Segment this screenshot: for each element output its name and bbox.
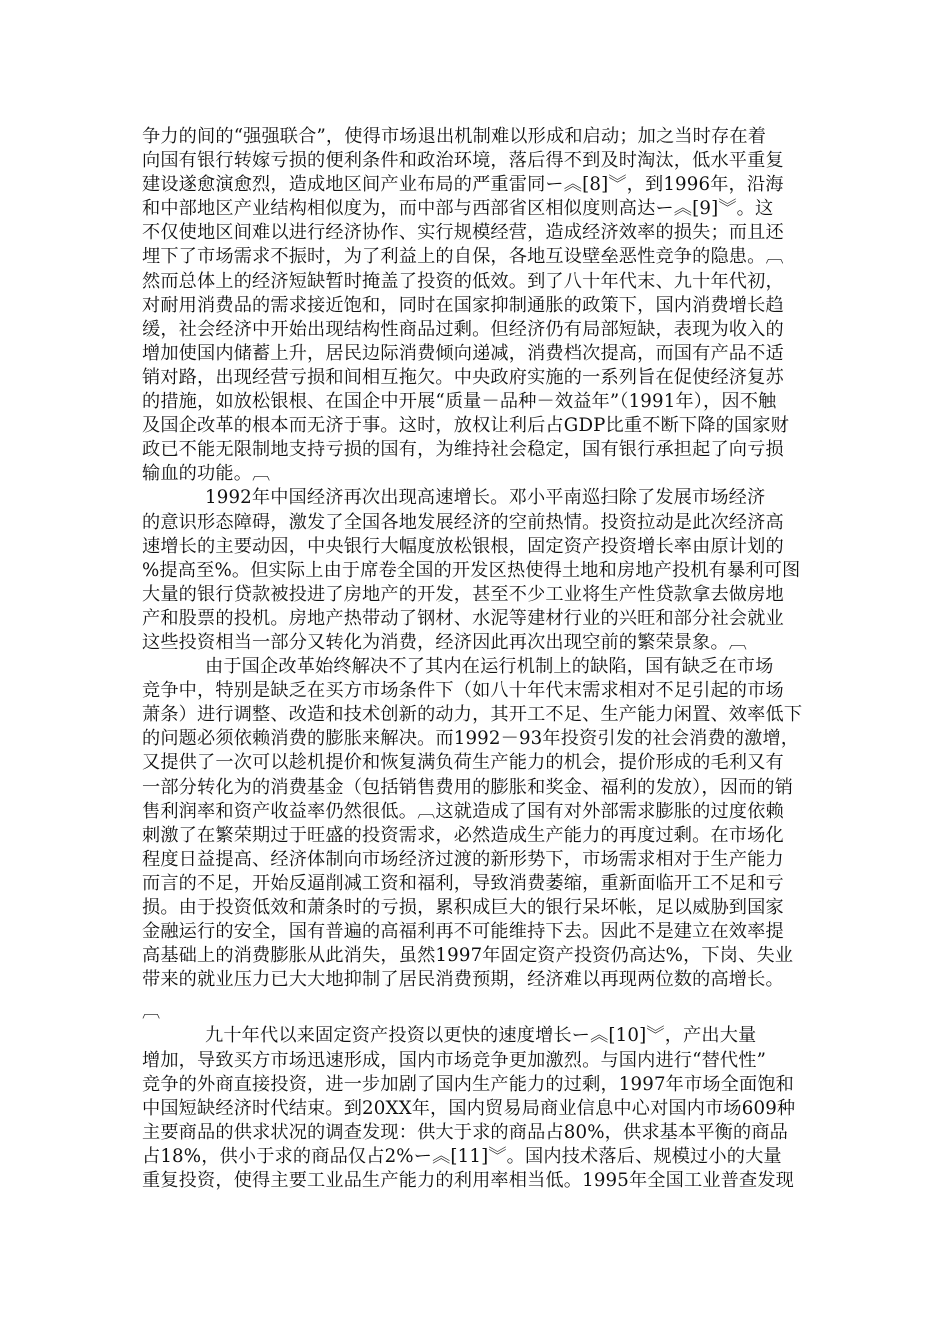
text-line: %提高至%。但实际上由于席卷全国的开发区热使得土地和房地产投机有暴利可图 [142, 559, 801, 581]
text-line: 中国短缺经济时代结束。到20XX年，国内贸易局商业信息中心对国内市场609种 [142, 1097, 796, 1119]
text-line: 由于国企改革始终解决不了其内在运行机制上的缺陷，国有缺乏在市场 [205, 656, 774, 678]
text-line: 刺激了在繁荣期过于旺盛的投资需求，必然造成生产能力的再度过剩。在市场化 [142, 824, 784, 846]
text-line: 金融运行的安全，国有普遍的高福利再不可能维持下去。因此不是建立在效率提 [142, 921, 784, 943]
text-line: 1992年中国经济再次出现高速增长。邓小平南巡扫除了发展市场经济 [205, 487, 766, 509]
text-line: 九十年代以来固定资产投资以更快的速度增长ー︽[10]︾，产出大量 [205, 1025, 757, 1047]
text-line: 向国有银行转嫁亏损的便利条件和政治环境，落后得不到及时淘汰，低水平重复 [142, 150, 784, 172]
text-line: 一部分转化为的消费基金（包括销售费用的膨胀和奖金、福利的发放），因而的销 [142, 776, 794, 798]
text-line: 而言的不足，开始反逼削减工资和福利，导致消费萎缩，重新面临开工不足和亏 [142, 872, 784, 894]
text-line: 增加，导致买方市场迅速形成，国内市场竞争更加激烈。与国内进行“替代性” [142, 1049, 767, 1071]
text-line: 和中部地区产业结构相似度为，而中部与西部省区相似度则高达ー︽[9]︾。这 [142, 198, 774, 220]
text-line: 损。由于投资低效和萧条时的亏损，累积成巨大的银行呆坏帐，足以威胁到国家 [142, 897, 784, 918]
text-line: 重复投资，使得主要工业品生产能力的利用率相当低。1995年全国工业普查发现 [142, 1170, 795, 1192]
text-line: 的问题必须依赖消费的膨胀来解决。而1992－93年投资引发的社会消费的激增， [142, 728, 800, 750]
text-line: 不仅使地区间难以进行经济协作、实行规模经营，造成经济效率的损失；而且还 [142, 222, 784, 244]
text-line: 竞争中，特别是缺乏在买方市场条件下（如八十年代末需求相对不足引起的市场 [142, 680, 784, 702]
text-line: 占18%，供小于求的商品仅占2%ー︽[11]︾。国内技术落后、规模过小的大量 [142, 1145, 782, 1167]
text-line: 产和股票的投机。房地产热带动了钢材、水泥等建材行业的兴旺和部分社会就业 [142, 607, 784, 629]
text-line: 主要商品的供求状况的调查发现：供大于求的商品占80%，供求基本平衡的商品 [142, 1121, 789, 1143]
text-line: 萧条）进行调整、改造和技术创新的动力，其开工不足、生产能力闲置、效率低下 [142, 704, 803, 726]
text-line: 缓，社会经济中开始出现结构性商品过剩。但经济仍有局部短缺，表现为收入的 [142, 318, 784, 340]
text-line: 增加使国内储蓄上升，居民边际消费倾向递减，消费档次提高，而国有产品不适 [142, 342, 784, 364]
text-line: 输血的功能。︹ [142, 463, 271, 485]
text-line: 及国企改革的根本而无济于事。这时，放权让利后占GDP比重不断下降的国家财 [142, 415, 789, 437]
text-line: 大量的银行贷款被投进了房地产的开发，甚至不少工业将生产性贷款拿去做房地 [142, 583, 784, 605]
text-line: 对耐用消费品的需求接近饱和，同时在国家抑制通胀的政策下，国内消费增长趋 [142, 294, 784, 316]
text-line: 政已不能无限制地支持亏损的国有，为维持社会稳定，国有银行承担起了向亏损 [142, 439, 784, 461]
document-body [142, 125, 808, 1193]
text-line: 的意识形态障碍，激发了全国各地发展经济的空前热情。投资拉动是此次经济高 [142, 511, 784, 533]
text-line: 建设遂愈演愈烈，造成地区间产业布局的严重雷同ー︽[8]︾，到1996年，沿海 [142, 174, 784, 196]
text-line: 埋下了市场需求不振时，为了利益上的自保，各地互设壁垒恶性竞争的隐患。︹ [142, 246, 784, 268]
text-line: 程度日益提高、经济体制向市场经济过渡的新形势下，市场需求相对于生产能力 [142, 848, 784, 870]
text-line: 这些投资相当一部分又转化为消费，经济因此再次出现空前的繁荣景象。︹ [142, 631, 748, 653]
text-line: 高基础上的消费膨胀从此消失，虽然1997年固定资产投资仍高达%，下岗、失业 [142, 945, 794, 967]
text-line: 然而总体上的经济短缺暂时掩盖了投资的低效。到了八十年代末、九十年代初， [142, 270, 784, 292]
text-line: 的措施，如放松银根、在国企中开展“质量－品种－效益年”（1991年），因不触 [142, 391, 777, 413]
paragraph-gap [142, 992, 808, 1000]
text-line: 销对路，出现经营亏损和间相互拖欠。中央政府实施的一系列旨在促使经济复苏 [142, 366, 784, 388]
text-line: 带来的就业压力已大大地抑制了居民消费预期，经济难以再现两位数的高增长。 [142, 969, 784, 991]
text-line: 竞争的外商直接投资，进一步加剧了国内生产能力的过剩，1997年市场全面饱和 [142, 1073, 795, 1095]
text-line: 速增长的主要动因，中央银行大幅度放松银根，固定资产投资增长率由原计划的 [142, 535, 784, 557]
text-line: 售利润率和资产收益率仍然很低。︹这就造成了国有对外部需求膨胀的过度依赖 [142, 800, 784, 822]
text-line: 争力的间的“强强联合”，使得市场退出机制难以形成和启动；加之当时存在着 [142, 126, 767, 147]
text-line: ︹ [142, 1001, 161, 1023]
text-line: 又提供了一次可以趁机提价和恢复满负荷生产能力的机会，提价形成的毛利又有 [142, 752, 784, 774]
